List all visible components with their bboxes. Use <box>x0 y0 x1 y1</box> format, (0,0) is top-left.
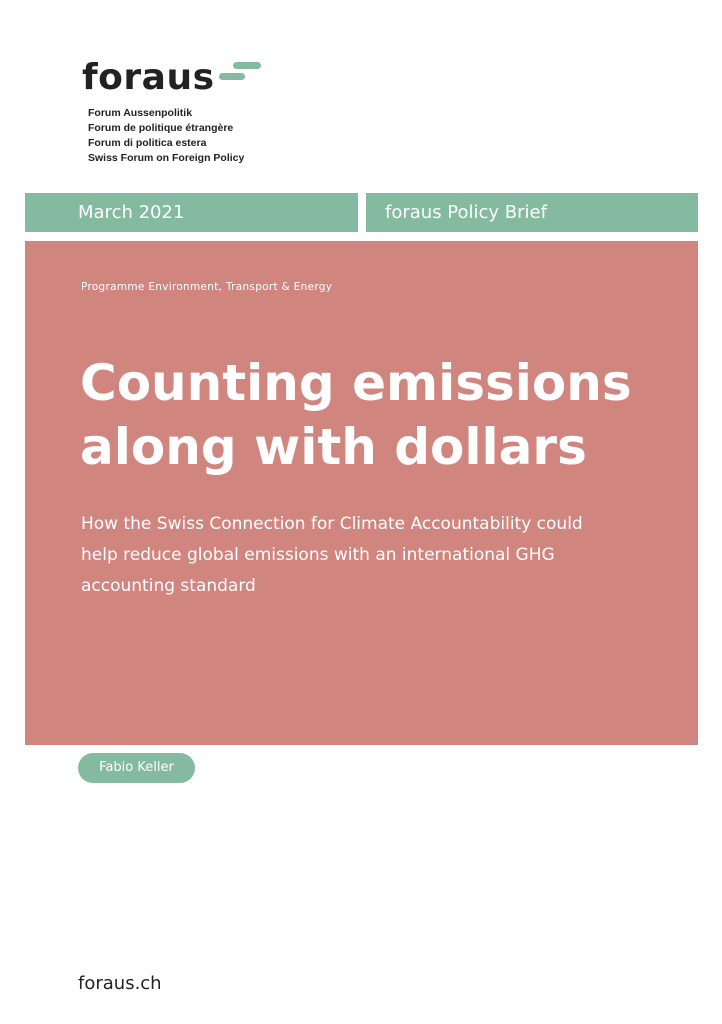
subtitle-line-2: help reduce global emissions with an international GHG <box>81 545 555 565</box>
publication-series: foraus Policy Brief <box>385 202 547 223</box>
logo-mark-bar-bottom <box>219 73 245 80</box>
brief-title <box>80 351 680 479</box>
programme-label: Programme Environment, Transport & Energy <box>81 281 333 293</box>
publication-date: March 2021 <box>78 202 185 223</box>
footer-website-link[interactable]: foraus.ch <box>78 973 162 994</box>
series-band <box>366 193 698 232</box>
tagline-fr: Forum de politique étrangère <box>88 122 234 134</box>
tagline-it: Forum di politica estera <box>88 137 207 149</box>
title-line-1: Counting emissions <box>80 354 632 412</box>
subtitle-line-1: How the Swiss Connection for Climate Accountability could <box>81 514 583 534</box>
cover-panel <box>25 241 698 745</box>
title-line-2: along with dollars <box>80 418 587 476</box>
brief-subtitle <box>81 509 681 602</box>
date-band <box>25 193 358 232</box>
subtitle-line-3: accounting standard <box>81 576 256 596</box>
logo-taglines <box>88 106 244 166</box>
author-badge: Fabio Keller <box>78 753 195 783</box>
foraus-logo-wordmark: foraus <box>82 57 215 98</box>
foraus-logo-mark-icon <box>219 62 261 84</box>
tagline-de: Forum Aussenpolitik <box>88 107 193 119</box>
logo-mark-bar-top <box>233 62 261 69</box>
tagline-en: Swiss Forum on Foreign Policy <box>88 152 245 164</box>
